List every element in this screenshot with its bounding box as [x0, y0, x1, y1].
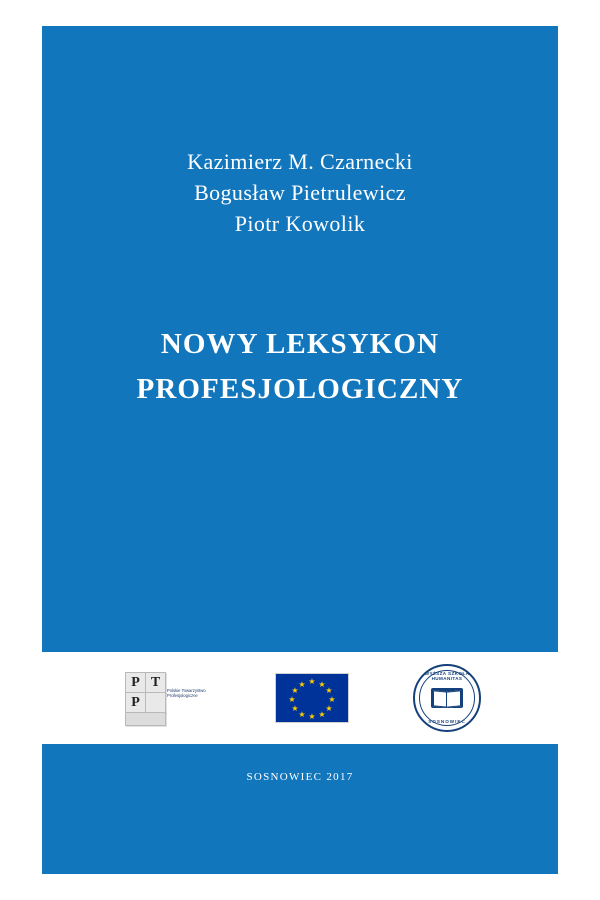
author-name: Bogusław Pietrulewicz [194, 180, 406, 206]
ptp-letter-p2: P [125, 692, 146, 713]
author-name: Piotr Kowolik [234, 211, 366, 237]
title-line-1: NOWY LEKSYKON [160, 327, 440, 360]
ptp-logo [119, 670, 211, 726]
author-name: Kazimierz M. Czarnecki [187, 149, 413, 174]
european-union-flag-icon: ★ ★ ★ ★ ★ ★ ★ ★ ★ ★ ★ ★ [275, 673, 349, 723]
ptp-letter-t: T [145, 672, 166, 693]
ptp-caption: Polskie Towarzystwo Profesjologiczne [167, 688, 206, 699]
publication-place-year: SOSNOWIEC 2017 [246, 771, 354, 783]
open-book-icon [431, 688, 463, 708]
title-line-2: PROFESJOLOGICZNY [136, 372, 464, 405]
author-list [42, 146, 558, 240]
ptp-block-blank [145, 692, 166, 713]
university-seal-icon [413, 664, 481, 732]
seal-top-text: WYŻSZA SZKOŁA HUMANITAS [424, 671, 470, 681]
ptp-letter-p: P [125, 672, 146, 693]
ptp-block-base [125, 712, 166, 726]
cover-page-panel [42, 26, 558, 874]
logo-band [42, 652, 558, 744]
seal-bottom-text: SOSNOWIEC [428, 719, 466, 724]
book-title [42, 322, 558, 412]
